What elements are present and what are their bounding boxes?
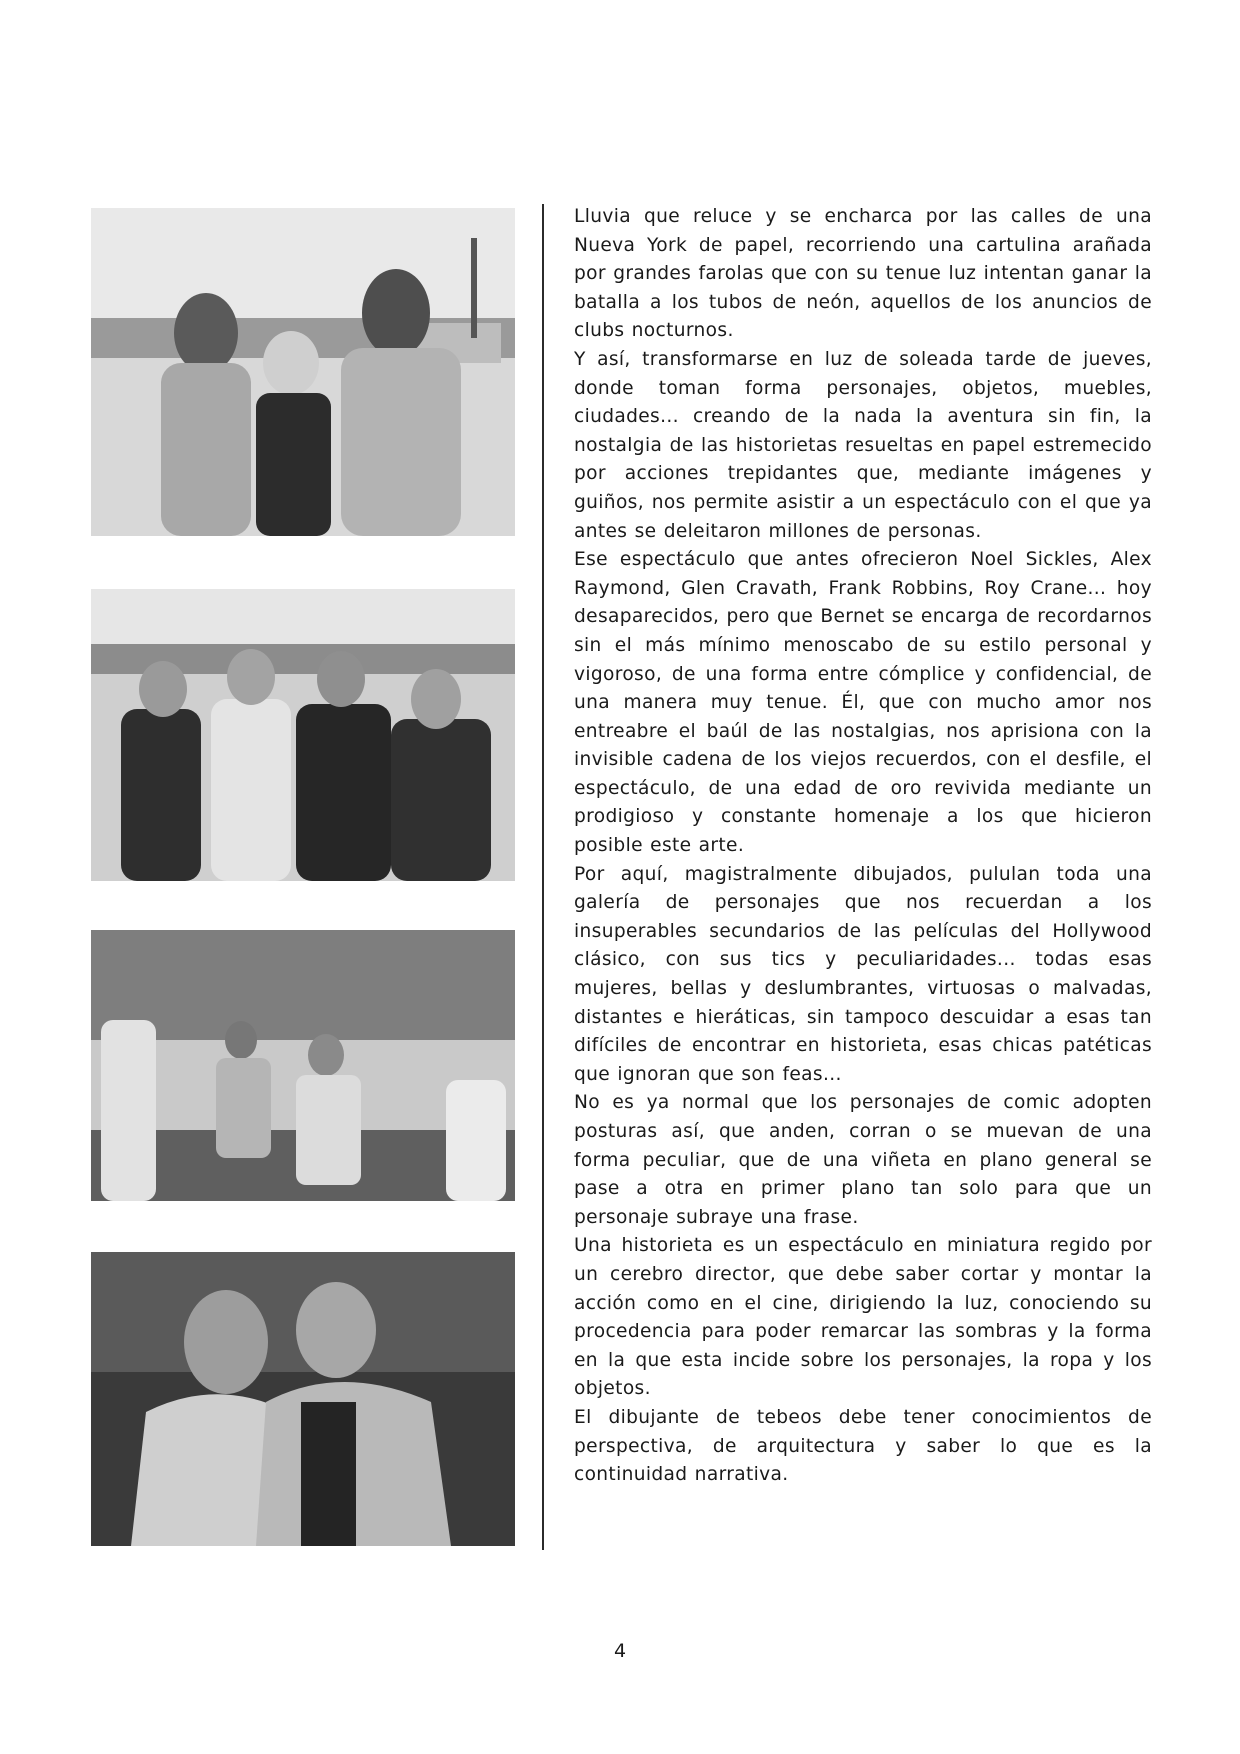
bar-group-photo [91,589,515,881]
fountain-group-photo [91,930,515,1201]
page-number: 4 [613,1640,627,1662]
bar-photo-image [91,589,515,881]
paragraph: Una historieta es un espectáculo en miniatura regido por un cerebro director, que debe saber cortar y montar la acción como en el cine, dirigiendo la luz, conociendo su procedencia para poder remarcar las sombras y la forma en la que esta incide sobre los personajes, la ropa y los objetos. [574,1235,1152,1400]
paragraph: No es ya normal que los personajes de comic adopten posturas así, que anden, corran o se muevan de una forma peculiar, que de una viñeta en plano general se pase a otra en primer plano tan solo para que un personaje subraye una frase. [574,1092,1152,1228]
fountain-photo-image [91,930,515,1201]
body-text [574,203,1152,1490]
paragraph: Ese espectáculo que antes ofrecieron Noel Sickles, Alex Raymond, Glen Cravath, Frank Robbins, Roy Crane... hoy desaparecidos, pero que Bernet se encarga de recordarnos sin el más mínimo menoscabo de su estilo personal y vigoroso, de una forma entre cómplice y confidencial, de una manera muy tenue. Él, que con mucho amor nos entreabre el baúl de las nostalgias, nos aprisiona con la invisible cadena de los viejos recuerdos, con el desfile, el espectáculo, de una edad de oro revivida mediante un prodigioso y constante homenaje a los que hicieron posible este arte. [574,549,1152,857]
paragraph: Lluvia que reluce y se encharca por las calles de una Nueva York de papel, recorriendo una cartulina arañada por grandes farolas que con su tenue luz intentan ganar la batalla a los tubos de neón, aquellos de los anuncios de clubs nocturnos. [574,206,1152,342]
column-divider [542,204,544,1550]
two-men-photo [91,1252,515,1546]
beach-photo-image [91,208,515,536]
two-men-photo-image [91,1252,515,1546]
paragraph: Y así, transformarse en luz de soleada tarde de jueves, donde toman forma personajes, objetos, muebles, ciudades... creando de la nada la aventura sin fin, la nostalgia de las historietas resueltas en papel estremecido por acciones trepidantes que, mediante imágenes y guiños, nos permite asistir a un espectáculo con el que ya antes se deleitaron millones de personas. [574,348,1152,542]
paragraph: El dibujante de tebeos debe tener conocimientos de perspectiva, de arquitectura y saber lo que es la continuidad narrativa. [574,1406,1152,1486]
beach-group-photo [91,208,515,536]
paragraph: Por aquí, magistralmente dibujados, pululan toda una galería de personajes que nos recuerdan a los insuperables secundarios de las películas del Hollywood clásico, con sus tics y peculiaridades... todas esas mujeres, bellas y deslumbrantes, virtuosas o malvadas, distantes e hieráticas, sin tampoco descuidar a esas tan difíciles de encontrar en historieta, esas chicas patéticas que ignoran que son feas... [574,863,1152,1085]
